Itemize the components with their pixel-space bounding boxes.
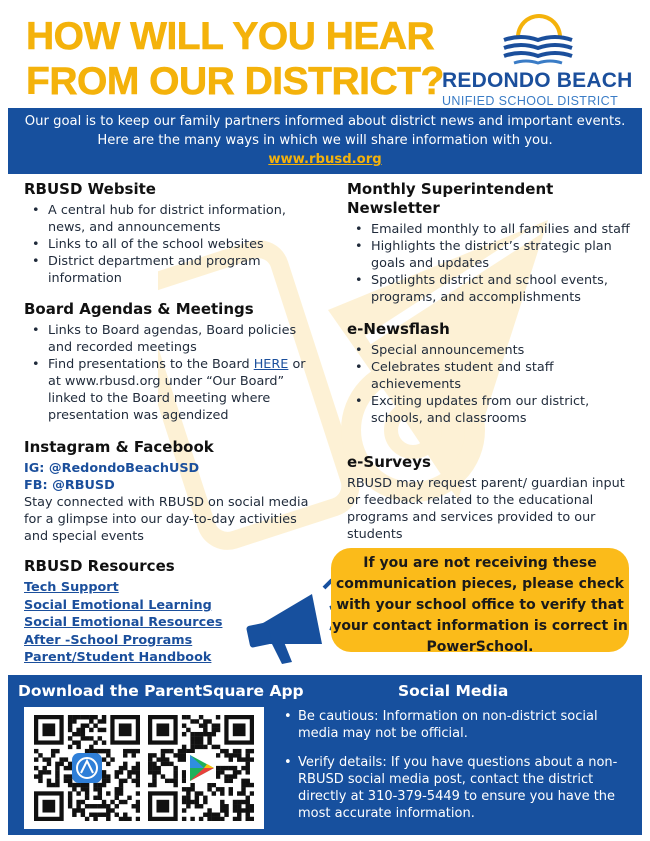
social-media-list <box>278 708 638 834</box>
list-item <box>24 356 314 424</box>
list-item: • Highlights the district’s strategic plan goals and updates <box>347 238 637 272</box>
list-item: • Links to Board agendas, Board policies and recorded meetings <box>24 322 314 356</box>
newsflash-section <box>347 320 637 427</box>
app-store-icon <box>72 753 102 783</box>
board-title: Board Agendas & Meetings <box>24 300 254 318</box>
logo-name: REDONDO BEACH <box>442 69 633 92</box>
newsflash-title: e-Newsflash <box>347 320 450 338</box>
intro-band <box>8 108 642 174</box>
list-item: • District department and program information <box>24 253 314 287</box>
flyer-page <box>8 0 642 841</box>
board-item-text: or at www.rbusd.org under “Our Board” linked to the Board meeting where presentation was agendized <box>48 357 306 423</box>
app-store-qr-code[interactable] <box>34 715 140 821</box>
district-logo <box>438 14 638 106</box>
intro-line-2: Here are the many ways in which we will share information with you. <box>97 133 553 148</box>
social-section <box>24 438 314 545</box>
callout-box: If you are not receiving these communication pieces, please check with your school office to verify that your contact information is correct in PowerSchool. <box>331 548 629 652</box>
surveys-title: e-Surveys <box>347 453 431 471</box>
surveys-section <box>347 453 637 543</box>
google-play-qr-code[interactable] <box>148 715 254 821</box>
intro-line-1: Our goal is to keep our family partners informed about district news and important events. <box>24 114 626 129</box>
title-line-1: HOW WILL YOU HEAR <box>26 15 435 58</box>
qr-panel <box>24 707 264 829</box>
newsletter-title: Monthly Superintendent Newsletter <box>347 180 554 217</box>
list-item: • Special announcements <box>347 342 637 359</box>
logo-subtitle: UNIFIED SCHOOL DISTRICT <box>442 94 619 108</box>
after-school-link[interactable]: After -School Programs <box>24 632 193 648</box>
right-column <box>347 180 637 543</box>
list-item: • Celebrates student and staff achievements <box>347 359 637 393</box>
bottom-band <box>8 675 642 835</box>
page-title <box>26 14 444 104</box>
social-title: Instagram & Facebook <box>24 438 214 456</box>
title-line-2: FROM OUR DISTRICT? <box>26 60 444 103</box>
social-media-title: Social Media <box>398 682 509 700</box>
list-item: • Spotlights district and school events, programs, and accomplishments <box>347 272 637 306</box>
book-waves-icon <box>502 34 574 66</box>
sel-link[interactable]: Social Emotional Learning <box>24 597 212 613</box>
list-item: • Verify details: If you have questions about a non-RBUSD social media post, contact the district directly at 310-379-5449 to ensure you have the most accurate information. <box>278 754 638 822</box>
list-item: • A central hub for district information, news, and announcements <box>24 202 314 236</box>
list-item: • Links to all of the school websites <box>24 236 314 253</box>
megaphone-icon <box>238 578 346 668</box>
website-section <box>24 180 314 287</box>
newsletter-section <box>347 180 637 306</box>
social-text: Stay connected with RBUSD on social media for a glimpse into our day-to-day activities and special events <box>24 495 309 544</box>
instagram-handle: IG: @RedondoBeachUSD <box>24 461 200 476</box>
surveys-text: RBUSD may request parent/ guardian input or feedback related to the educational programs and services provided to our students <box>347 476 625 542</box>
list-item: • Emailed monthly to all families and staff <box>347 221 637 238</box>
board-section <box>24 300 314 424</box>
resources-title: RBUSD Resources <box>24 557 175 575</box>
board-item-text: Find presentations to the Board <box>48 357 254 372</box>
website-title: RBUSD Website <box>24 180 156 198</box>
list-item: • Exciting updates from our district, schools, and classrooms <box>347 393 637 427</box>
handbook-link[interactable]: Parent/Student Handbook <box>24 650 212 665</box>
website-link[interactable]: www.rbusd.org <box>268 152 382 167</box>
google-play-icon <box>186 753 216 783</box>
sel-resources-link[interactable]: Social Emotional Resources <box>24 615 223 630</box>
board-presentations-link[interactable]: HERE <box>253 357 289 372</box>
list-item: • Be cautious: Information on non-district social media may not be official. <box>278 708 638 742</box>
download-title: Download the ParentSquare App <box>18 682 304 700</box>
facebook-handle: FB: @RBUSD <box>24 478 115 493</box>
tech-support-link[interactable]: Tech Support <box>24 580 119 595</box>
